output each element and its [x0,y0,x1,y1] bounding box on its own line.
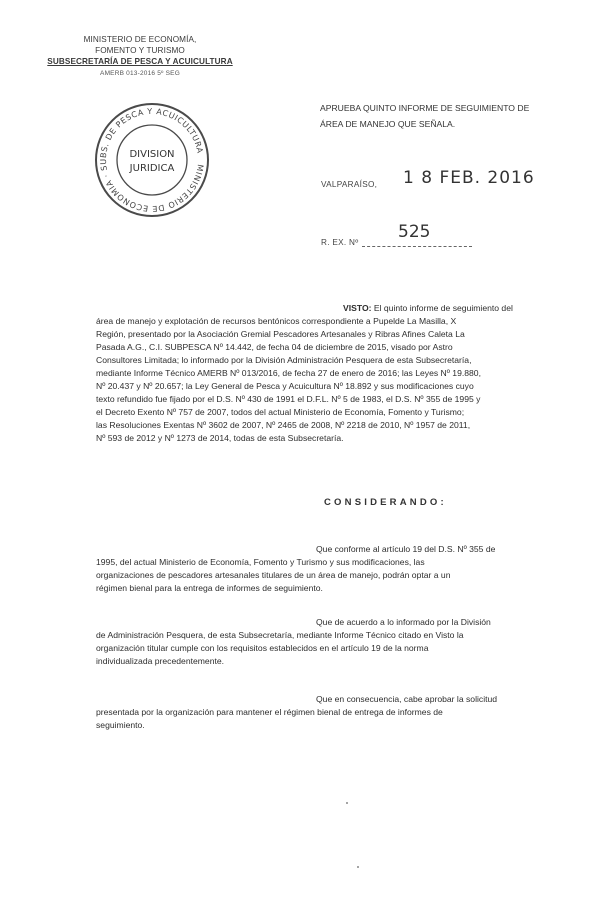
paragraph-line: organizaciones de pescadores artesanales titulares de un área de manejo, podrán optar a un [96,570,451,580]
resolution-label: R. EX. Nº [321,238,359,247]
visto-line: el Decreto Exento Nº 757 de 2007, todos del actual Ministerio de Economía, Fomento y Turismo; [96,407,465,417]
paragraph-line: Que conforme al artículo 19 del D.S. Nº 355 de [316,544,496,554]
letterhead [40,34,240,79]
paragraph-line: Que de acuerdo a lo informado por la División [316,617,491,627]
resolution-number: 525 [398,222,431,242]
resolution-underline [362,246,472,247]
paragraph-line: seguimiento. [96,720,145,730]
paragraph-line: individualizada precedentemente. [96,656,225,666]
paragraph-line: Que en consecuencia, cabe aprobar la solicitud [316,694,498,704]
visto-line: Nº 593 de 2012 y Nº 1273 de 2014, todas de esta Subsecretaría. [96,433,344,443]
subject-line-1: APRUEBA QUINTO INFORME DE SEGUIMIENTO DE [320,103,530,113]
ministry-name: MINISTERIO DE ECONOMÍA, [83,35,197,44]
visto-section [96,302,536,445]
subsecretariat-name: SUBSECRETARÍA DE PESCA Y ACUICULTURA [47,57,233,67]
paragraph-line: régimen bienal para la entrega de informes de seguimiento. [96,583,323,593]
subject-block [320,100,560,132]
considerando-paragraph-1 [96,543,536,595]
paragraph-line: organización titular cumple con los requisitos establecidos en el artículo 19 de la norma [96,643,429,653]
stamp-ring-text: MINISTERIO DE ECONOMIA · SUBS. DE PESCA Y ACUICULTURA [98,106,205,214]
considerando-paragraph-3 [96,693,536,732]
visto-line: mediante Informe Técnico AMERB Nº 013/2016, de fecha 27 de enero de 2016; las Leyes Nº 19.880, [96,368,481,378]
reference-code: AMERB 013-2016 5º SEG [100,69,180,77]
scan-speck [346,802,348,804]
visto-line: Nº 20.437 y Nº 20.657; la Ley General de Pesca y Acuicultura Nº 18.892 y sus modificaciones cuyo [96,381,474,391]
visto-label: VISTO: [343,303,372,313]
paragraph-line: presentada por la organización para mantener el régimen bienal de entrega de informes de [96,707,443,717]
visto-line: El quinto informe de seguimiento del [373,303,513,313]
visto-line: Consultores Limitada; lo informado por la División Administración Pesquera de esta Subsecretaría, [96,355,472,365]
subject-line-2: ÁREA DE MANEJO QUE SEÑALA. [320,119,456,129]
considerando-heading: CONSIDERANDO: [324,497,447,508]
stamp-center-line1: DIVISION [129,149,175,160]
stamp-center-line2: JURIDICA [129,163,175,174]
visto-line: las Resoluciones Exentas Nº 3602 de 2007, Nº 2465 de 2008, Nº 2218 de 2010, Nº 1957 de 2011, [96,420,471,430]
visto-line: Región, presentado por la Asociación Gremial Pescadores Artesanales y Ribras Afines Caleta La [96,329,465,339]
visto-line: Pasada A.G., C.I. SUBPESCA Nº 14.442, de fecha 04 de diciembre de 2015, visado por Astro [96,342,453,352]
ministry-portfolio: FOMENTO Y TURISMO [95,46,185,56]
scan-speck [357,866,359,868]
visto-line: texto refundido fue fijado por el D.S. Nº 430 de 1991 el D.F.L. Nº 5 de 1983, el D.S. Nº 355 de 1995 y [96,394,481,404]
considerando-paragraph-2 [96,616,536,668]
division-juridica-stamp [92,100,212,220]
place-label: VALPARAÍSO, [321,180,378,189]
paragraph-line: 1995, del actual Ministerio de Economía, Fomento y Turismo y sus modificaciones, las [96,557,425,567]
visto-line: área de manejo y explotación de recursos bentónicos correspondiente a Pupelde La Masilla, X [96,316,457,326]
issue-date: 1 8 FEB. 2016 [403,168,535,188]
paragraph-line: de Administración Pesquera, de esta Subsecretaría, mediante Informe Técnico citado en Visto la [96,630,464,640]
